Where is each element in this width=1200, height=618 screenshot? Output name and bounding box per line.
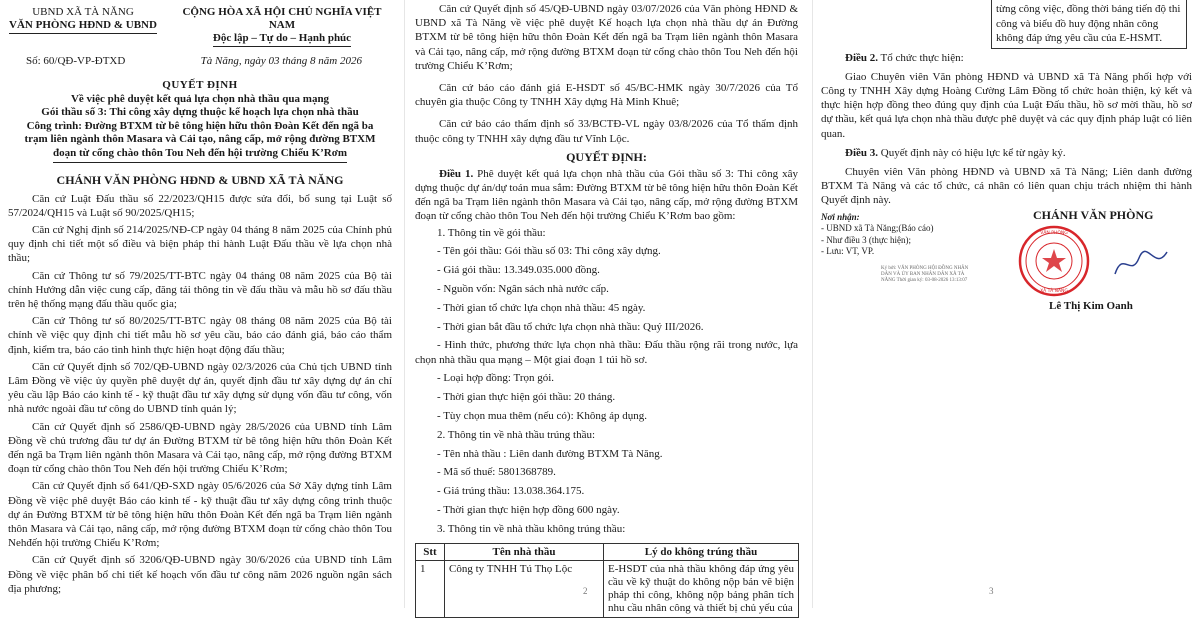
doc-number: Số: 60/QĐ-VP-ĐTXD [26,55,126,67]
agency-line-1: UBND XÃ TÀ NĂNG [32,6,134,18]
article-1-text: Phê duyệt kết quả lựa chọn nhà thầu của Gói thầu số 3: Thi công xây dựng thuộc dự án/dự toán mua sắm: Đường BTXM từ bê tông hiện hữu thôn Đoàn Kết đến ngã ba Trạm liên ngành thôn Masara và Cải tạo, nâng cấp, mở rộng đường BTXM đoạn từ cổng chào thôn Tou Neh đến hội trường Chiểu K’Rơm bao gồm: [415,167,799,223]
col-header-stt: Stt [416,543,445,560]
article-1-label: Điều 1. [439,167,474,180]
agency-line-2: VĂN PHÒNG HĐND & UBND [8,19,158,34]
winner-info-item: - Tên nhà thầu : Liên danh đường BTXM Tà Năng. [437,447,663,460]
signer-title: CHÁNH VĂN PHÒNG [1033,207,1154,222]
agency-block [8,6,158,47]
winner-info-item: - Mã số thuế: 5801368789. [437,466,556,479]
doc-title [8,79,392,163]
signer-name: Lê Thị Kim Oanh [1049,299,1133,312]
package-info-item: - Hình thức, phương thức lựa chọn nhà thầu: Đấu thầu rộng rãi trong nước, lựa chọn nhà thầu qua mạng – Một giai đoạn 1 túi hồ sơ. [415,339,798,366]
table-row [416,560,799,617]
doc-date: Tà Năng, ngày 03 tháng 8 năm 2026 [200,55,362,67]
svg-text:VĂN PHÒNG: VĂN PHÒNG [1040,230,1068,236]
loser-info-heading: 3. Thông tin về nhà thầu không trúng thầu: [437,522,626,535]
page-number: 2 [583,586,588,596]
nation-line-1: CỘNG HÒA XÃ HỘI CHỦ NGHĨA VIỆT NAM [182,6,382,31]
legal-basis: Căn cứ Thông tư số 79/2025/TT-BTC ngày 04 tháng 08 năm 2025 của Bộ tài chính Hướng dẫn việc cung cấp, đăng tải thông tin về đấu thầu và mẫu hồ sơ đấu thầu trên hệ thống mạng đấu thầu quốc gia; [8,269,392,310]
legal-basis: Căn cứ Quyết định số 702/QĐ-UBND ngày 02/3/2026 của Chủ tịch UBND tỉnh Lâm Đồng về việc ủy quyền phê duyệt dự án, quyết định đầu tư xây dựng dự án chỉ yêu cầu lập Báo cáo kinh tế - kỹ thuật đầu tư xây dựng sử dụng vốn đầu tư công, vốn nhà nước ngoài đầu tư công do UBND tỉnh quản lý; [8,360,392,416]
national-motto [172,6,392,47]
document-page-2 [404,0,808,614]
package-info-item: - Nguồn vốn: Ngân sách nhà nước cấp. [437,283,609,296]
recipients-label: Nơi nhận: [821,211,860,222]
number-date-row [8,55,392,67]
article-3 [821,146,1192,160]
col-header-bidder: Tên nhà thầu [445,543,604,560]
authority-heading: CHÁNH VĂN PHÒNG HĐND & UBND XÃ TÀ NĂNG [56,172,344,187]
non-winning-bidders-table [415,543,799,618]
document-page-1 [0,0,400,608]
decision-heading: QUYẾT ĐỊNH: [566,149,647,164]
legal-basis: Căn cứ Luật Đấu thầu số 22/2023/QH15 được sửa đổi, bổ sung tại Luật số 57/2024/QH15 và Luật số 90/2025/QH15; [8,192,392,219]
legal-basis: Căn cứ Thông tư số 80/2025/TT-BTC ngày 08 tháng 08 năm 2025 của Bộ tài chính về việc quy định chi tiết mẫu hồ sơ yêu cầu, báo cáo đánh giá, báo cáo thẩm định, kiểm tra, báo cáo tình hình thực hiện hoạt động đấu thầu; [8,315,392,356]
cell-bidder: Công ty TNHH Tú Thọ Lộc [445,560,604,617]
handwritten-signature-icon [1111,244,1171,284]
package-info-item: - Loại hợp đồng: Trọn gói. [437,372,555,385]
legal-basis: Căn cứ Quyết định số 3206/QĐ-UBND ngày 30/6/2026 của UBND tỉnh Lâm Đồng về việc phân bổ chi tiết kế hoạch vốn đầu tư công năm 2026 nguồn ngân sách địa phương; [8,554,392,595]
winner-info-item: 2. Thông tin về nhà thầu trúng thầu: [437,428,596,441]
package-info-item: - Giá gói thầu: 13.349.035.000 đồng. [437,264,600,277]
official-seal-icon [1017,224,1091,298]
article-2-heading [821,51,1192,65]
signature-area [821,208,1192,348]
subject-line: Công trình: Đường BTXM từ bê tông hiện hữu thôn Đoàn Kết đến ngã ba [26,119,374,132]
package-info-item: 1. Thông tin về gói thầu: [437,226,546,239]
recipients-block [821,212,934,258]
nation-line-2: Độc lập – Tự do – Hạnh phúc [172,32,392,47]
recipient-item: - Lưu: VT, VP. [821,246,875,257]
subject-line: Gói thầu số 3: Thi công xây dựng thuộc kế hoạch lựa chọn nhà thầu [41,106,359,119]
legal-basis: Căn cứ Quyết định số 2586/QĐ-UBND ngày 28/5/2026 của UBND tỉnh Lâm Đồng về chủ trương đầu tư dự án Đường BTXM từ bê tông hiện hữu thôn Đoàn Kết đến ngã ba Trạm liên ngành thôn Masara và Cải tạo, nâng cấp, mở rộng đường BTXM đoạn từ cổng chào thôn Tou Neh đến hội trường Chiểu K’Rơm; [8,420,392,476]
package-info-item: - Thời gian tổ chức lựa chọn nhà thầu: 45 ngày. [437,301,646,314]
subject-line: trạm liên ngành thôn Masara và Cải tạo, nâng cấp, mở rộng đường BTXM [24,133,376,146]
table-header-row [416,543,799,560]
svg-text:XÃ TÀ NĂNG: XÃ TÀ NĂNG [1040,288,1068,294]
document-header [8,6,392,47]
document-page-3 [812,0,1200,608]
package-info-item: - Tên gói thầu: Gói thầu số 03: Thi công xây dựng. [437,245,661,258]
cell-stt: 1 [416,560,445,617]
article-2-label: Điều 2. [845,51,878,64]
cell-reason: E-HSDT của nhà thầu không đáp ứng yêu cầu về kỹ thuật do không nộp bản vẽ biện pháp thi công, không nộp bảng phân tích nhu cầu nhân công và thiết bị chủ yếu của [604,560,799,617]
article-3-text: Quyết định này có hiệu lực kể từ ngày ký. [878,146,1066,159]
digital-signature-note: Ký bởi: VĂN PHÒNG HỘI ĐỒNG NHÂN DÂN VÀ ỦY BAN NHÂN DÂN XÃ TÀ NĂNG Thời gian ký: 03-08-2026 13:13:07 [881,265,969,283]
package-info-item: - Tùy chọn mua thêm (nếu có): Không áp dụng. [437,410,647,423]
legal-basis: Căn cứ báo cáo đánh giá E-HSDT số 45/BC-HMK ngày 30/7/2026 của Tổ chuyên gia thuộc Công ty TNHH Xây dựng Hà Minh Khuê; [415,82,798,109]
winner-info-item: - Thời gian thực hiện hợp đồng 600 ngày. [437,504,620,516]
winner-info-item: - Giá trúng thầu: 13.038.364.175. [437,485,585,498]
recipient-item: - UBND xã Tà Năng;(Báo cáo) [821,223,934,234]
article-3-label: Điều 3. [845,146,878,159]
article-1 [415,167,798,224]
package-info-item: - Thời gian bắt đầu tổ chức lựa chọn nhà thầu: Quý III/2026. [437,320,704,333]
article-2-title: Tổ chức thực hiện: [878,51,964,64]
subject-line: Về việc phê duyệt kết quả lựa chọn nhà thầu qua mạng [70,92,330,105]
legal-basis: Căn cứ báo cáo thẩm định số 33/BCTĐ-VL ngày 03/8/2026 của Tổ thẩm định thuộc công ty TNHH xây dựng đầu tư Vĩnh Lộc. [415,118,798,145]
subject-line: đoạn từ cổng chào thôn Tou Neh đến hội trường Chiểu K’Rơm [8,147,392,163]
recipient-item: - Như điều 3 (thực hiện); [821,234,911,245]
legal-basis: Căn cứ Nghị định số 214/2025/NĐ-CP ngày 04 tháng 8 năm 2025 của Chính phủ quy định chi tiết một số điều và biện pháp thi hành Luật Đấu thầu về lựa chọn nhà thầu; [8,223,392,265]
legal-basis: Căn cứ Quyết định số 45/QĐ-UBND ngày 03/07/2026 của Văn phòng HĐND & UBND xã Tà Năng về việc phê duyệt Kế hoạch lựa chọn nhà thầu dự án Đường BTXM từ bê tông hiện hữu thôn Đoàn Kết đến ngã ba Trạm liên ngành thôn Masara và Cải tạo, nâng cấp, mở rộng đường BTXM đoạn từ cổng chào thôn Tou Neh đến hội trường Chiểu K’Rơm; [415,3,798,72]
legal-basis: Căn cứ Quyết định số 641/QĐ-SXD ngày 05/6/2026 của Sở Xây dựng tỉnh Lâm Đồng về việc phê duyệt Báo cáo kinh tế - kỹ thuật đầu tư xây dựng công trình thuộc dự án Đường BTXM từ bê tông hiện hữu thôn Đoàn Kết đến ngã ba Trạm liên ngành thôn Masara và Cải tạo, nâng cấp, mở rộng đường BTXM đoạn từ cổng chào thôn Tou Nehđến hội trường Chiểu K’Rơm; [8,480,392,550]
table-continuation-cell: từng công việc, đồng thời bảng tiến độ thi công và biểu đồ huy động nhân công không đáp ứng yêu cầu của E-HSMT. [991,0,1187,49]
doc-type: QUYẾT ĐỊNH [162,79,238,91]
col-header-reason: Lý do không trúng thầu [604,543,799,560]
page-number: 3 [989,586,994,596]
closing-paragraph: Chuyên viên Văn phòng HĐND và UBND xã Tà Năng; Liên danh đường BTXM Tà Năng và các tổ chức, cá nhân có liên quan chịu trách nhiệm thi hành Quyết định này. [821,165,1192,207]
package-info-item: - Thời gian thực hiện gói thầu: 20 tháng. [437,391,616,404]
article-2-text: Giao Chuyên viên Văn phòng HĐND và UBND xã Tà Năng phối hợp với Công ty TNHH Xây dựng Hoàng Cường Lâm Đồng tổ chức hoàn thiện, ký kết và thực hiện hợp đồng theo đúng quy định của Luật Đấu thầu, hồ sơ mời thầu, hồ sơ dự thầu, kết quả lựa chọn nhà thầu được phê duyệt và các quy định pháp luật có liên quan. [821,70,1192,140]
